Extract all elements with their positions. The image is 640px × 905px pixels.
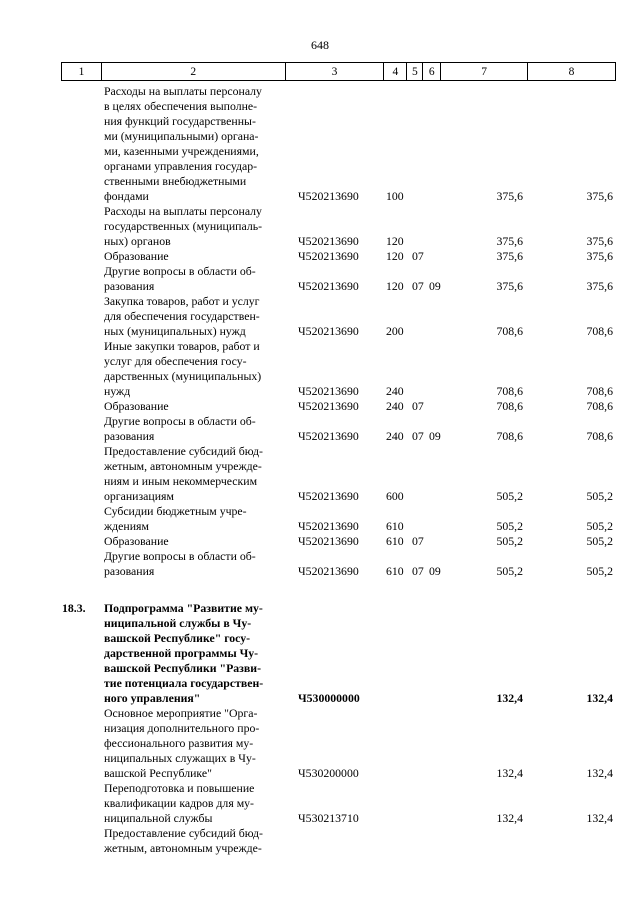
description-line: вашской Республики "Разви- (104, 661, 262, 675)
amount-col8: 708,6 (586, 399, 613, 413)
target-article-code: Ч520213690 (298, 519, 359, 533)
expense-type-code: 240 (386, 384, 404, 398)
column-header-5: 5 (407, 63, 423, 81)
description-line: ниципальной службы (104, 811, 213, 825)
column-header-2: 2 (101, 63, 285, 81)
description-line: организациям (104, 489, 174, 503)
expense-type-code: 610 (386, 519, 404, 533)
subsection-code: 09 (429, 564, 441, 578)
description-line: нужд (104, 384, 131, 398)
amount-col7: 132,4 (496, 811, 523, 825)
description-line: ми, казенными учреждениями, (104, 144, 259, 158)
amount-col8: 708,6 (586, 324, 613, 338)
table-row (0, 706, 640, 781)
description-line: вашской Республике" госу- (104, 631, 251, 645)
description-line: Расходы на выплаты персоналу (104, 84, 262, 98)
column-header-7: 7 (441, 63, 528, 81)
column-header-1: 1 (62, 63, 102, 81)
row-values (0, 189, 640, 204)
amount-col7: 708,6 (496, 384, 523, 398)
budget-table-body (0, 84, 640, 856)
row-values (0, 234, 640, 249)
row-values (0, 279, 640, 294)
description-line: органами управления государ- (104, 159, 258, 173)
description-line: ных (муниципальных) нужд (104, 324, 246, 338)
expense-type-code: 610 (386, 564, 404, 578)
column-header-6: 6 (423, 63, 441, 81)
description-line: фондами (104, 189, 149, 203)
row-values (0, 429, 640, 444)
target-article-code: Ч520213690 (298, 324, 359, 338)
amount-col7: 505,2 (496, 489, 523, 503)
target-article-code: Ч520213690 (298, 189, 359, 203)
amount-col7: 505,2 (496, 534, 523, 548)
description-line: Закупка товаров, работ и услуг (104, 294, 260, 308)
row-description (104, 84, 281, 204)
description-line: Переподготовка и повышение (104, 781, 255, 795)
amount-col7: 375,6 (496, 279, 523, 293)
column-header-row (62, 63, 616, 81)
target-article-code: Ч530000000 (298, 691, 360, 705)
table-row (0, 414, 640, 444)
table-row (0, 84, 640, 204)
target-article-code: Ч520213690 (298, 249, 359, 263)
table-row (0, 249, 640, 264)
row-values (0, 841, 640, 856)
description-line: разования (104, 279, 155, 293)
section-code: 07 (412, 279, 424, 293)
description-line: Образование (104, 534, 169, 548)
amount-col7: 708,6 (496, 324, 523, 338)
row-values (0, 534, 640, 549)
description-line: ных) органов (104, 234, 171, 248)
description-line: Иные закупки товаров, работ и (104, 339, 260, 353)
column-header-3: 3 (285, 63, 384, 81)
subsection-code: 09 (429, 279, 441, 293)
description-line: Другие вопросы в области об- (104, 264, 256, 278)
description-line: дарственных (муниципальных) (104, 369, 262, 383)
description-line: разования (104, 429, 155, 443)
description-line: ми (муниципальными) органа- (104, 129, 259, 143)
amount-col7: 375,6 (496, 234, 523, 248)
amount-col8: 132,4 (586, 691, 613, 705)
target-article-code: Ч520213690 (298, 429, 359, 443)
table-row (0, 264, 640, 294)
section-code: 07 (412, 399, 424, 413)
expense-type-code: 200 (386, 324, 404, 338)
page-number: 648 (311, 38, 329, 52)
description-line: ния функций государственны- (104, 114, 256, 128)
row-values (0, 811, 640, 826)
description-line: Подпрограмма "Развитие му- (104, 601, 263, 615)
amount-col7: 505,2 (496, 519, 523, 533)
target-article-code: Ч520213690 (298, 564, 359, 578)
subsection-code: 09 (429, 429, 441, 443)
target-article-code: Ч520213690 (298, 279, 359, 293)
section-code: 07 (412, 249, 424, 263)
table-row (0, 294, 640, 339)
amount-col8: 505,2 (586, 489, 613, 503)
column-header-8: 8 (528, 63, 616, 81)
column-header-table (61, 62, 616, 81)
description-line: жетным, автономным учрежде- (104, 459, 262, 473)
section-code: 07 (412, 429, 424, 443)
description-line: Образование (104, 249, 169, 263)
description-line: дарственной программы Чу- (104, 646, 259, 660)
target-article-code: Ч520213690 (298, 384, 359, 398)
target-article-code: Ч530200000 (298, 766, 359, 780)
expense-type-code: 610 (386, 534, 404, 548)
row-values (0, 324, 640, 339)
table-row (0, 504, 640, 534)
table-row (0, 781, 640, 826)
amount-col8: 375,6 (586, 189, 613, 203)
description-line: тие потенциала государствен- (104, 676, 264, 690)
description-line: услуг для обеспечения госу- (104, 354, 247, 368)
amount-col8: 505,2 (586, 534, 613, 548)
description-line: низация дополнительного про- (104, 721, 260, 735)
description-line: ниципальной службы в Чу- (104, 616, 252, 630)
amount-col7: 375,6 (496, 189, 523, 203)
expense-type-code: 100 (386, 189, 404, 203)
amount-col8: 708,6 (586, 429, 613, 443)
amount-col7: 708,6 (496, 429, 523, 443)
amount-col8: 708,6 (586, 384, 613, 398)
description-line: Предоставление субсидий бюд- (104, 826, 263, 840)
amount-col8: 375,6 (586, 249, 613, 263)
description-line: Основное мероприятие "Орга- (104, 706, 258, 720)
description-line: вашской Республике" (104, 766, 212, 780)
section-code: 07 (412, 534, 424, 548)
description-line: Другие вопросы в области об- (104, 549, 256, 563)
amount-col7: 505,2 (496, 564, 523, 578)
amount-col8: 375,6 (586, 279, 613, 293)
description-line: разования (104, 564, 155, 578)
table-row (0, 826, 640, 856)
description-line: фессионального развития му- (104, 736, 254, 750)
amount-col7: 708,6 (496, 399, 523, 413)
row-values (0, 249, 640, 264)
description-line: в целях обеспечения выполне- (104, 99, 258, 113)
target-article-code: Ч520213690 (298, 534, 359, 548)
row-values (0, 766, 640, 781)
description-line: государственных (муниципаль- (104, 219, 263, 233)
table-row (0, 339, 640, 399)
expense-type-code: 120 (386, 279, 404, 293)
table-row (0, 534, 640, 549)
amount-col8: 375,6 (586, 234, 613, 248)
amount-col8: 132,4 (586, 766, 613, 780)
amount-col8: 132,4 (586, 811, 613, 825)
row-number: 18.3. (62, 601, 86, 615)
row-values (0, 489, 640, 504)
amount-col7: 132,4 (496, 766, 523, 780)
description-line: Расходы на выплаты персоналу (104, 204, 262, 218)
row-values (0, 384, 640, 399)
amount-col7: 375,6 (496, 249, 523, 263)
row-values (0, 691, 640, 706)
description-line: Предоставление субсидий бюд- (104, 444, 263, 458)
description-line: Субсидии бюджетным учре- (104, 504, 247, 518)
table-row (0, 399, 640, 414)
column-header-4: 4 (384, 63, 407, 81)
description-line: ного управления" (104, 691, 201, 705)
expense-type-code: 600 (386, 489, 404, 503)
target-article-code: Ч520213690 (298, 489, 359, 503)
row-values (0, 399, 640, 414)
amount-col7: 132,4 (496, 691, 523, 705)
amount-col8: 505,2 (586, 564, 613, 578)
description-line: жетным, автономным учрежде- (104, 841, 262, 855)
target-article-code: Ч530213710 (298, 811, 359, 825)
description-line: ственными внебюджетными (104, 174, 247, 188)
description-line: Образование (104, 399, 169, 413)
description-line: квалификации кадров для му- (104, 796, 254, 810)
target-article-code: Ч520213690 (298, 234, 359, 248)
table-row (0, 601, 640, 706)
table-row (0, 204, 640, 249)
row-values (0, 519, 640, 534)
description-line: Другие вопросы в области об- (104, 414, 256, 428)
description-line: ниципальных служащих в Чу- (104, 751, 256, 765)
expense-type-code: 240 (386, 399, 404, 413)
table-row (0, 549, 640, 579)
table-row (0, 444, 640, 504)
row-values (0, 564, 640, 579)
description-line: ниям и иным некоммерческим (104, 474, 258, 488)
description-line: ждениям (104, 519, 149, 533)
description-line: для обеспечения государствен- (104, 309, 260, 323)
expense-type-code: 120 (386, 234, 404, 248)
section-code: 07 (412, 564, 424, 578)
amount-col8: 505,2 (586, 519, 613, 533)
target-article-code: Ч520213690 (298, 399, 359, 413)
expense-type-code: 240 (386, 429, 404, 443)
expense-type-code: 120 (386, 249, 404, 263)
